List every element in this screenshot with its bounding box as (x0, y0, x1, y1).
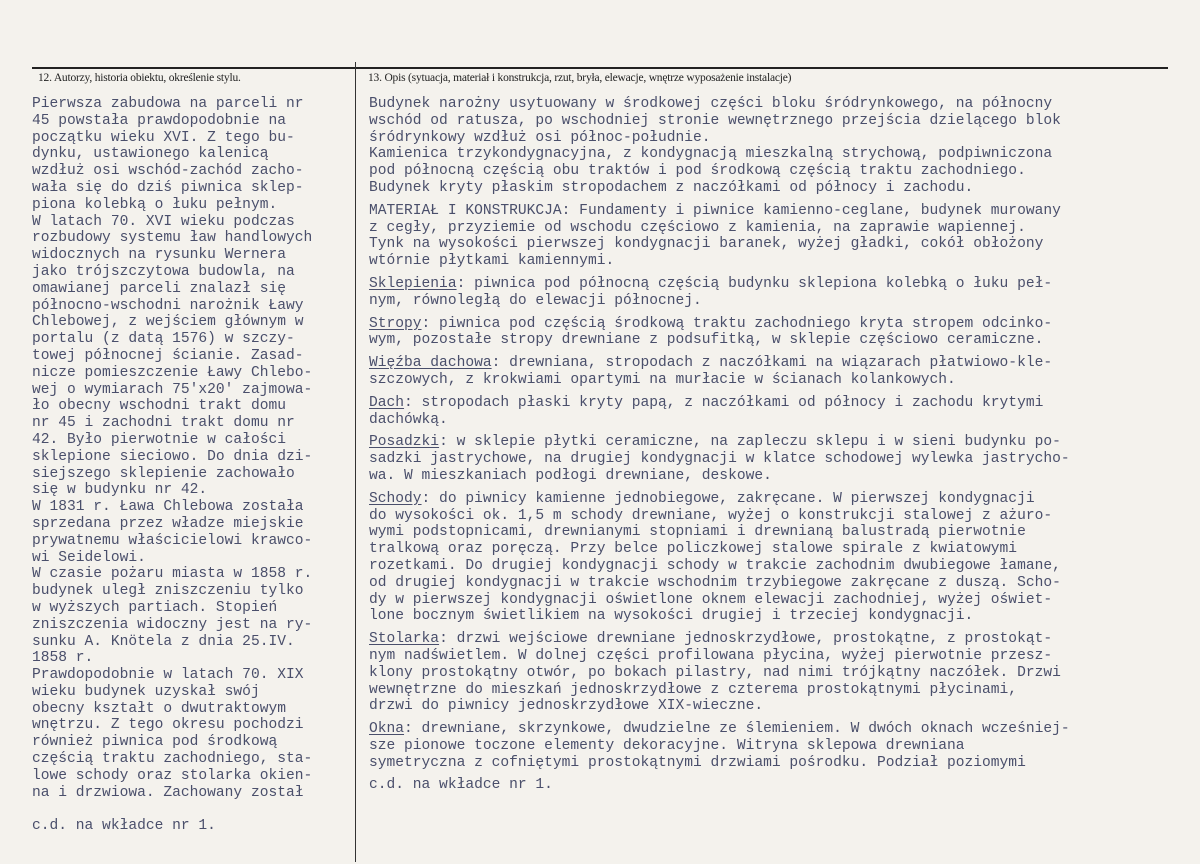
description-line: symetryczna z cofniętymi prostokątnymi drzwiami pośrodku. Podział poziomymi (369, 754, 1026, 771)
history-line: 1858 r. (32, 650, 94, 667)
line-text: : drzwi wejściowe drewniane jednoskrzydłowe, prostokątne, z prostokąt- (439, 631, 1053, 648)
history-line: obecny kształt o dwutraktowym (32, 700, 286, 717)
history-line: wej o wymiarach 75'x20' zajmowa- (32, 381, 313, 398)
history-line: dynku, ustawionego kalenicą (32, 146, 269, 163)
description-line: Kamienica trzykondygnacyjna, z kondygnacją mieszkalną strychową, podpiwniczona (369, 146, 1053, 163)
description-line: Tynk na wysokości pierwszej kondygnacji baranek, wyżej gładki, cokół obłożony (369, 236, 1044, 253)
line-text: : do piwnicy kamienne jednobiegowe, zakręcane. W pierwszej kondygnacji (421, 490, 1035, 507)
history-line: 45 powstała prawdopodobnie na (32, 112, 286, 129)
description-text-column (369, 96, 1195, 794)
history-line: siejszego sklepienie zachowało (32, 465, 295, 482)
description-line (369, 721, 1195, 738)
description-line: nym nadświetlem. W dolnej części profilowana płycina, wyżej pierwotnie przesz- (369, 647, 1053, 664)
description-line (369, 491, 1195, 508)
description-line: od drugiej kondygnacji w trakcie wschodnim trzybiegowe zakręcane z duszą. Scho- (369, 574, 1061, 591)
history-line: wnętrzu. Z tego okresu pochodzi (32, 717, 304, 734)
description-line: lone bocznym świetlikiem na wysokości drugiej i trzeciej kondygnacji. (369, 608, 974, 625)
history-line: Pierwsza zabudowa na parceli nr (32, 96, 304, 112)
description-line: sadzki jastrychowe, na drugiej kondygnacji w klatce schodowej wylewka jastrycho- (369, 451, 1070, 468)
description-line (369, 355, 1195, 372)
description-line: pod północną częścią obu traktów i pod środkową częścią traktu zachodniego. (369, 163, 1026, 180)
description-line (369, 276, 1195, 293)
history-line: również piwnica pod środkową (32, 734, 278, 751)
description-line: wschód od ratusza, po wschodniej stronie wewnętrznego przejścia dzielącego blok (369, 112, 1061, 129)
section-label: Stolarka (369, 631, 440, 648)
history-line: 42. Było pierwotnie w całości (32, 431, 286, 448)
history-line: nr 45 i zachodni trakt domu nr (32, 415, 295, 432)
history-line (32, 801, 352, 818)
history-line: nicze pomieszczenie Ławy Chlebo- (32, 364, 313, 381)
column-divider (355, 62, 356, 862)
description-line: szczowych, z krokwiami opartymi na murłacie w ścianach kolankowych. (369, 371, 956, 388)
history-line: budynek uległ zniszczeniu tylko (32, 583, 304, 600)
description-line (369, 434, 1195, 451)
history-line: W latach 70. XVI wieku podczas (32, 213, 295, 230)
history-line: prywatnemu właścicielowi krawco- (32, 532, 313, 549)
history-line: na i drzwiowa. Zachowany został (32, 784, 304, 801)
description-line: MATERIAŁ I KONSTRUKCJA: Fundamenty i piwnice kamienno-ceglane, budynek murowany (369, 202, 1061, 219)
history-line: częścią traktu zachodniego, sta- (32, 751, 313, 768)
history-line: sklepione sieciowo. Do dnia dzi- (32, 448, 313, 465)
history-line: portalu (z datą 1576) w szczy- (32, 331, 295, 348)
history-line: sprzedana przez władze miejskie (32, 515, 304, 532)
history-line: ło obecny wschodni trakt domu (32, 398, 286, 415)
section-12-header: 12. Autorzy, historia obiektu, określenie stylu. (38, 72, 241, 84)
description-line: wymi podstopnicami, drewnianymi stopniami i drewnianą balustradą pierwotnie (369, 524, 1026, 541)
history-line: omawianej parceli znalazł się (32, 280, 286, 297)
history-line: jako trójszczytowa budowla, na (32, 263, 295, 280)
description-line: drzwi do piwnicy jednoskrzydłowe XIX-wieczne. (369, 698, 764, 715)
description-line: tralkową oraz poręczą. Przy belce policzkowej stalowe spirale z kwiatowymi (369, 541, 1018, 558)
description-line: Budynek kryty płaskim stropodachem z naczółkami od północy i zachodu. (369, 179, 974, 196)
description-line: śródrynkowy wzdłuż osi północ-południe. (369, 129, 711, 146)
description-line: dachówką. (369, 411, 448, 428)
description-line: c.d. na wkładce nr 1. (369, 777, 553, 794)
line-text: : drewniane, skrzynkowe, dwudzielne ze ślemieniem. W dwóch oknach wcześniej- (404, 721, 1070, 738)
history-line: widocznych na rysunku Wernera (32, 247, 286, 264)
description-line: wym, pozostałe stropy drewniane z podsufitką, w sklepie częściowo ceramiczne. (369, 332, 1044, 349)
description-line: rozetkami. Do drugiej kondygnacji schody w trakcie zachodnim dwubiegowe łamane, (369, 557, 1061, 574)
description-line (369, 631, 1195, 648)
description-line: klony prostokątny otwór, po bokach pilastry, nad nimi trójkątny naczółek. Drzwi (369, 664, 1061, 681)
history-line: wieku budynek uzyskał swój (32, 683, 260, 700)
line-text: : piwnica pod częścią środkową traktu zachodniego kryta stropem odcinko- (421, 315, 1053, 332)
line-text: : w sklepie płytki ceramiczne, na zapleczu sklepu i w sieni budynku po- (439, 434, 1061, 451)
section-label: Sklepienia (369, 275, 457, 292)
history-line: c.d. na wkładce nr 1. (32, 818, 216, 835)
history-line: się w budynku nr 42. (32, 482, 208, 499)
history-line: początku wieku XVI. Z tego bu- (32, 129, 295, 146)
section-label: Stropy (369, 315, 422, 332)
history-text-column (32, 96, 352, 835)
line-text: : piwnica pod północną częścią budynku sklepiona kolebką o łuku peł- (456, 275, 1053, 292)
history-line: W czasie pożaru miasta w 1858 r. (32, 566, 313, 583)
line-text: : drewniana, stropodach z naczółkami na wiązarach płatwiowo-kle- (491, 355, 1053, 372)
section-label: Dach (369, 394, 405, 411)
history-line: północno-wschodni narożnik Ławy (32, 297, 304, 314)
history-line: Chlebowej, z wejściem głównym w (32, 314, 304, 331)
history-line: wzdłuż osi wschód-zachód zacho- (32, 163, 304, 180)
history-line: wała się do dziś piwnica sklep- (32, 179, 304, 196)
description-line: z cegły, przyziemie od wschodu częściowo z kamienia, na zaprawie wapiennej. (369, 219, 1026, 236)
description-line: Budynek narożny usytuowany w środkowej części bloku śródrynkowego, na północny (369, 96, 1053, 112)
history-line: rozbudowy systemu ław handlowych (32, 230, 313, 247)
top-rule (32, 67, 1168, 69)
section-label: Schody (369, 490, 422, 507)
section-label: Okna (369, 721, 405, 738)
description-line: wa. W mieszkaniach podłogi drewniane, deskowe. (369, 467, 772, 484)
history-line: piona kolebką o łuku pełnym. (32, 196, 278, 213)
section-label: Posadzki (369, 434, 440, 451)
history-line: lowe schody oraz stolarka okien- (32, 767, 313, 784)
history-line: Prawdopodobnie w latach 70. XIX (32, 667, 304, 684)
history-line: W 1831 r. Ława Chlebowa została (32, 499, 304, 516)
description-line: nym, równoległą do elewacji północnej. (369, 292, 702, 309)
history-line: zniszczenia widoczny jest na ry- (32, 616, 313, 633)
description-line: dy w pierwszej kondygnacji oświetlone oknem elewacji zachodniej, wyżej oświet- (369, 591, 1053, 608)
section-13-header: 13. Opis (sytuacja, materiał i konstrukcja, rzut, bryła, elewacje, wnętrze wyposażenie instalacje) (368, 72, 792, 84)
description-line: do wysokości ok. 1,5 m schody drewniane, wyżej o konstrukcji stalowej z ażuro- (369, 507, 1053, 524)
line-text: : stropodach płaski kryty papą, z naczółkami od północy i zachodu krytymi (404, 394, 1044, 411)
history-line: towej północnej ścianie. Zasad- (32, 347, 304, 364)
section-label: Więźba dachowa (369, 355, 492, 372)
history-line: sunku A. Knötela z dnia 25.IV. (32, 633, 295, 650)
description-line (369, 316, 1195, 333)
history-line: wi Seidelowi. (32, 549, 146, 566)
history-line: w wyższych partiach. Stopień (32, 599, 278, 616)
description-line (369, 395, 1195, 412)
description-line: wewnętrzne do mieszkań jednoskrzydłowe z czterema prostokątnymi płycinami, (369, 681, 1018, 698)
description-line: wtórnie płytkami kamiennymi. (369, 253, 615, 270)
description-line: sze pionowe toczone elementy dekoracyjne. Witryna sklepowa drewniana (369, 737, 965, 754)
